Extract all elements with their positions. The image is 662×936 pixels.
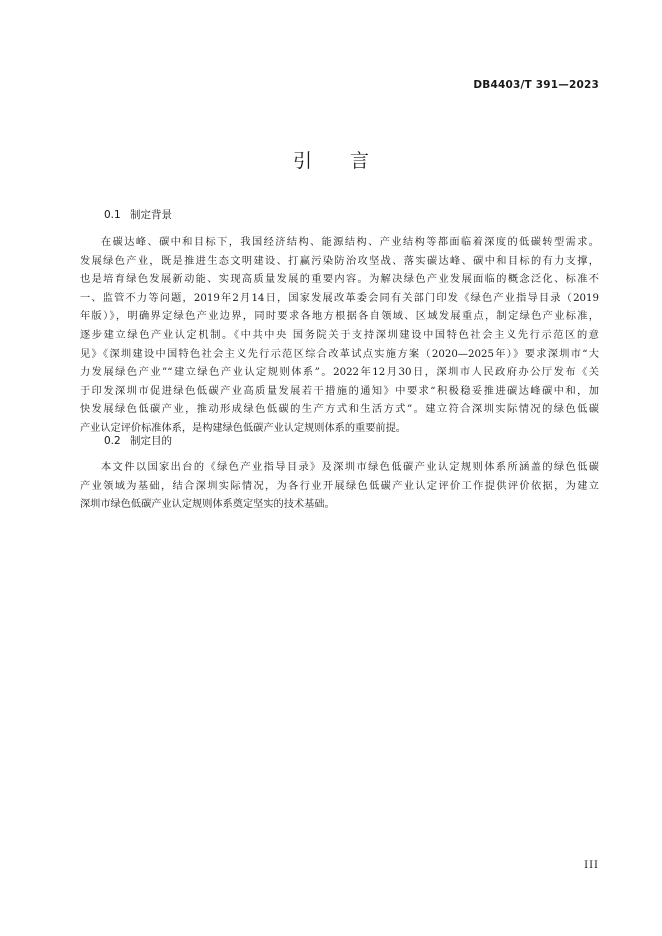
paragraph-line: 年版）》，明确界定绿色产业边界，同时要求各地方根据各自领域、区域发展重点，制定绿色产业标准， — [80, 311, 599, 323]
paragraph-line: 产业领域为基础，结合深圳实际情况，为各行业开展绿色低碳产业认定评价工作提供评价依据，为建立 — [80, 480, 599, 492]
page-number: III — [584, 860, 599, 871]
section-heading-background — [104, 208, 172, 222]
paragraph-line: 深圳市绿色低碳产业认定规则体系奠定坚实的技术基础。 — [80, 499, 335, 511]
paragraph-line: 见》《深圳建设中国特色社会主义先行示范区综合改革试点实施方案（2020—2025年）》要求深圳市“大 — [80, 348, 599, 360]
paragraph-line: 一、监管不力等问题，2019年2月14日，国家发展改革委会同有关部门印发《绿色产业指导目录（2019 — [80, 292, 599, 304]
section-title: 制定背景 — [130, 209, 172, 221]
paragraph-line: 也是培育绿色发展新动能、实现高质量发展的重要内容。为解决绿色产业发展面临的概念泛化、标准不 — [80, 274, 599, 286]
paragraph-line: 逐步建立绿色产业认定机制。《中共中央 国务院关于支持深圳建设中国特色社会主义先行示范区的意 — [80, 329, 599, 341]
section-number: 0.2 — [104, 435, 121, 447]
section-number: 0.1 — [104, 209, 121, 221]
document-code: DB4403/T 391—2023 — [473, 79, 599, 91]
section-title: 制定目的 — [130, 435, 172, 447]
page-title: 引言 — [292, 150, 407, 172]
paragraph-line: 于印发深圳市促进绿色低碳产业高质量发展若干措施的通知》中要求“积极稳妥推进碳达峰碳中和，加 — [80, 385, 599, 397]
paragraph-line: 本文件以国家出台的《绿色产业指导目录》及深圳市绿色低碳产业认定规则体系所涵盖的绿色低碳 — [101, 462, 599, 473]
section-paragraph-background — [80, 234, 599, 439]
section-paragraph-purpose — [80, 459, 599, 515]
paragraph-line: 发展绿色产业，既是推进生态文明建设、打赢污染防治攻坚战、落实碳达峰、碳中和目标的有力支撑， — [80, 255, 599, 267]
section-heading-purpose — [104, 434, 172, 448]
paragraph-line: 在碳达峰、碳中和目标下，我国经济结构、能源结构、产业结构等都面临着深度的低碳转型需求。 — [101, 237, 599, 248]
paragraph-line: 产业认定评价标准体系，是构建绿色低碳产业认定规则体系的重要前提。 — [80, 422, 406, 434]
paragraph-line: 力发展绿色产业”“建立绿色产业认定规则体系”。2022年12月30日，深圳市人民政府办公厅发布《关 — [80, 367, 599, 379]
paragraph-line: 快发展绿色低碳产业，推动形成绿色低碳的生产方式和生活方式”。建立符合深圳实际情况的绿色低碳 — [80, 404, 599, 416]
